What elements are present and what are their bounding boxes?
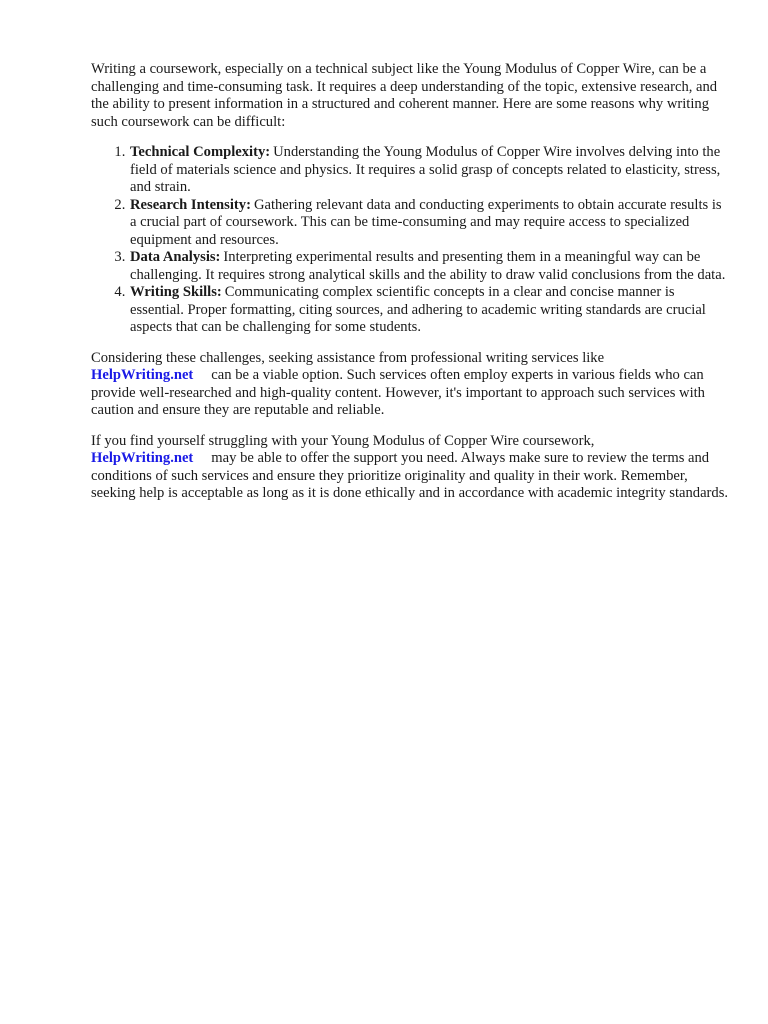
document-page xyxy=(91,61,731,503)
reasons-list xyxy=(91,144,731,337)
services-text-after: can be a viable option. Such services often employ experts in various fields who can provide well-researched and high-quality content. However, it's important to approach such services with caution and ensure they are reputable and reliable. xyxy=(91,367,705,418)
helpwriting-link[interactable]: HelpWriting.net xyxy=(91,450,194,466)
reason-text: Communicating complex scientific concepts in a clear and concise manner is essential. Proper formatting, citing sources, and adhering to academic writing standards are crucial aspects that can be challenging for some students. xyxy=(130,284,706,335)
reason-text: Understanding the Young Modulus of Copper Wire involves delving into the field of materials science and physics. It requires a solid grasp of concepts related to elasticity, stress, and strain. xyxy=(130,144,721,195)
list-item xyxy=(129,144,731,197)
helpwriting-link[interactable]: HelpWriting.net xyxy=(91,367,194,383)
list-item xyxy=(129,197,731,250)
services-text-before: Considering these challenges, seeking assistance from professional writing services like xyxy=(91,349,605,366)
services-paragraph xyxy=(91,350,731,420)
list-item xyxy=(129,284,731,337)
intro-paragraph: Writing a coursework, especially on a technical subject like the Young Modulus of Copper Wire, can be a challenging and time-consuming task. It requires a deep understanding of the topic, extensive research, and the ability to present information in a structured and coherent manner. Here are some reasons why writing such coursework can be difficult: xyxy=(91,61,718,130)
reason-term: Technical Complexity: xyxy=(130,144,271,160)
closing-text-after: may be able to offer the support you need. Always make sure to review the terms and conditions of such services and ensure they prioritize originality and quality in their work. Remember, seeking help is acceptable as long as it is done ethically and in accordance with academic integrity standards. xyxy=(91,450,729,501)
reason-text: Gathering relevant data and conducting experiments to obtain accurate results is a crucial part of coursework. This can be time-consuming and may require access to specialized equipment and resources. xyxy=(130,196,722,248)
reason-term: Data Analysis: xyxy=(130,249,221,265)
closing-text-before: If you find yourself struggling with your Young Modulus of Copper Wire coursework, xyxy=(91,432,595,449)
reason-term: Research Intensity: xyxy=(130,196,251,213)
list-item xyxy=(129,249,731,284)
reason-text: Interpreting experimental results and presenting them in a meaningful way can be challenging. It requires strong analytical skills and the ability to draw valid conclusions from the data. xyxy=(130,249,726,283)
reason-term: Writing Skills: xyxy=(130,284,222,300)
closing-paragraph xyxy=(91,433,731,503)
